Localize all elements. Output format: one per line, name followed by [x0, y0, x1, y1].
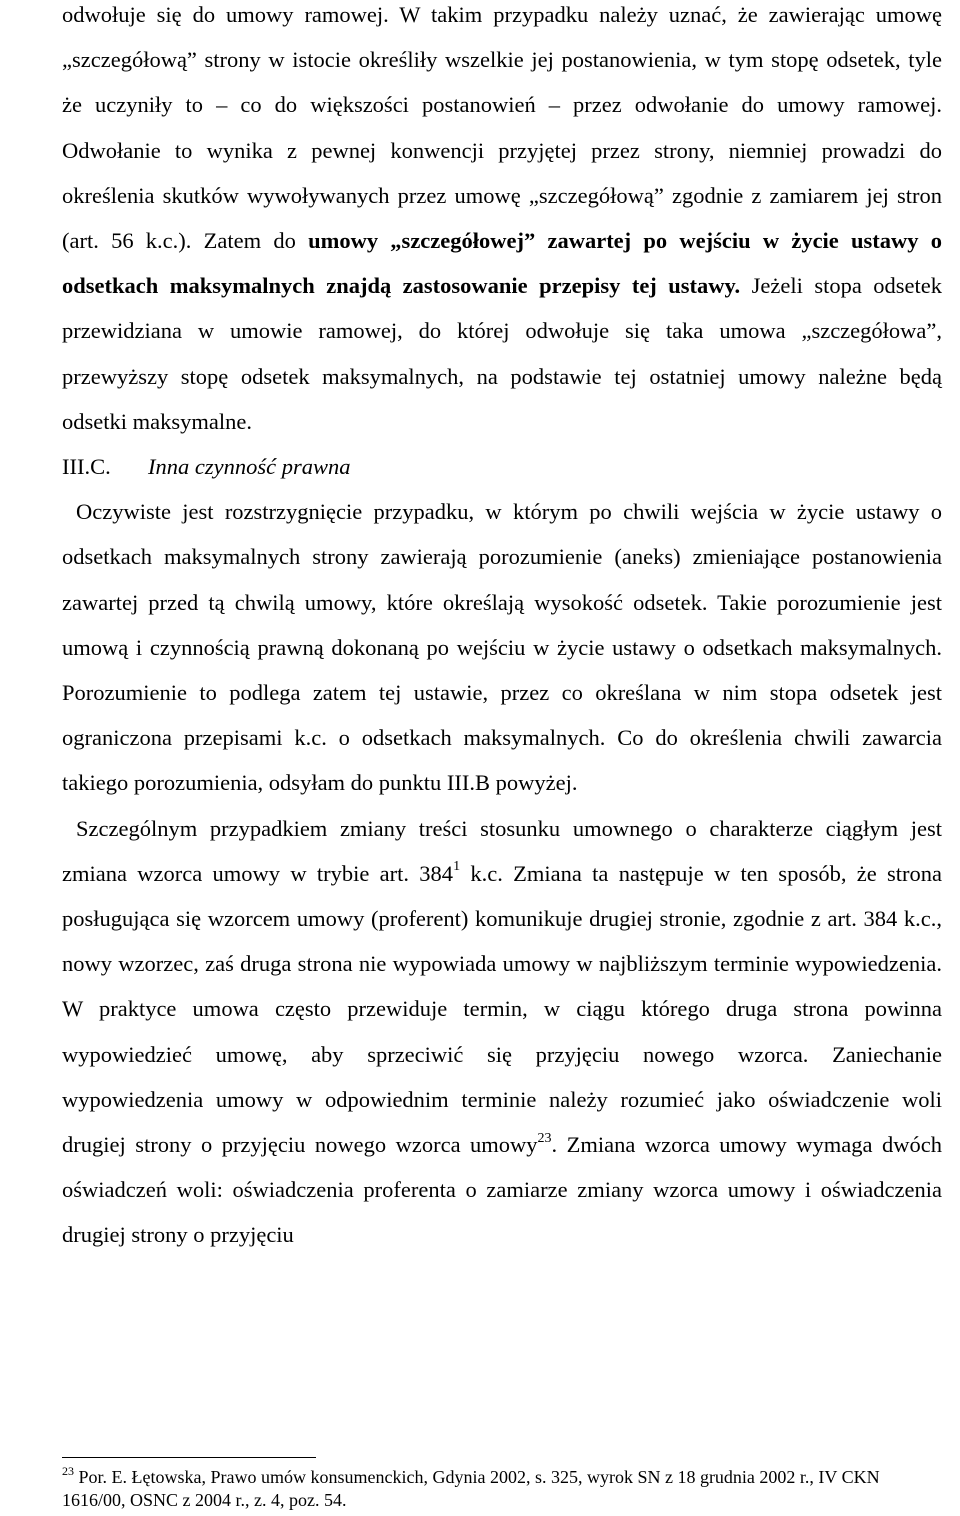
bold-statement: umowy „szczegółowej” zawartej po wejściu w życie ustawy o odsetkach maksymalnych znajdą zastosowanie przepisy tej ustawy. — [62, 228, 943, 299]
paragraph-text: . Zmiana wzorca umowy wymaga dwóch oświadczeń woli: oświadczenia proferenta o zamiarze zmiany wzorca umowy i oświadczenia drugiej strony o przyjęciu — [62, 1132, 942, 1248]
footnote-separator — [62, 1457, 316, 1458]
footnote-number: 23 — [62, 1464, 74, 1478]
section-heading — [62, 444, 942, 489]
footnote-text: Por. E. Łętowska, Prawo umów konsumenckich, Gdynia 2002, s. 325, wyrok SN z 18 grudnia 2002 r., IV CKN 1616/00, OSNC z 2004 r., z. 4, poz. 54. — [62, 1467, 880, 1510]
footnote — [62, 1466, 942, 1512]
paragraph-text: Jeżeli stopa odsetek przewidziana w umowie ramowej, do której odwołuje się taka umowa „szczegółowa”, przewyższy stopę odsetek maksymalnych, na podstawie tej ostatniej umowy należne będą odsetki maksymalne. — [62, 273, 942, 434]
paragraph-text: odwołuje się do umowy ramowej. W takim przypadku należy uznać, że zawierając umowę „szczegółową” strony w istocie określiły wszelkie jej postanowienia, w tym stopę odsetek, tyle że uczyniły to – co do większości postanowień – przez odwołanie do umowy ramowej. Odwołanie to wynika z pewnej konwencji przyjętej przez strony, niemniej prowadzi do określenia skutków wywoływanych przez umowę „szczegółową” zgodnie z zamiarem jej stron (art. 56 k.c.). Zatem do — [62, 2, 942, 254]
paragraph-amendment: Oczywiste jest rozstrzygnięcie przypadku, w którym po chwili wejścia w życie ustawy o odsetkach maksymalnych strony zawierają porozumienie (aneks) zmieniające postanowienia zawartej przed tą chwilą umowy, które określają wysokość odsetek. Takie porozumienie jest umową i czynnością prawną dokonaną po wejściu w życie ustawy o odsetkach maksymalnych. Porozumienie to podlega zatem tej ustawie, przez co określana w nim stopa odsetek jest ograniczona przepisami k.c. o odsetkach maksymalnych. Co do określenia chwili zawarcia takiego porozumienia, odsyłam do punktu III.B powyżej. — [62, 499, 942, 796]
paragraph-template-change — [62, 806, 942, 1258]
section-number: III.C. — [62, 454, 111, 480]
document-page — [62, 0, 942, 1258]
paragraph-text: Szczególnym przypadkiem zmiany treści stosunku umownego o charakterze ciągłym jest zmiana wzorca umowy w trybie art. 384 — [62, 815, 942, 886]
paragraph-framework-agreement — [62, 0, 942, 444]
section-title: Inna czynność prawna — [148, 454, 351, 480]
superscript: 1 — [453, 859, 461, 875]
paragraph-text: k.c. Zmiana ta następuje w ten sposób, że strona posługująca się wzorcem umowy (proferent) komunikuje drugiej stronie, zgodnie z art. 384 k.c., nowy wzorzec, zaś druga strona nie wypowiada umowy w najbliższym terminie wypowiedzenia. W praktyce umowa często przewiduje termin, w ciągu którego druga strona powinna wypowiedzieć umowę, aby sprzeciwić się przyjęciu nowego wzorca. Zaniechanie wypowiedzenia umowy w odpowiednim terminie należy rozumieć jako oświadczenie woli drugiej strony o przyjęciu nowego wzorca umowy — [62, 860, 943, 1158]
footnote-reference: 23 — [537, 1130, 552, 1146]
